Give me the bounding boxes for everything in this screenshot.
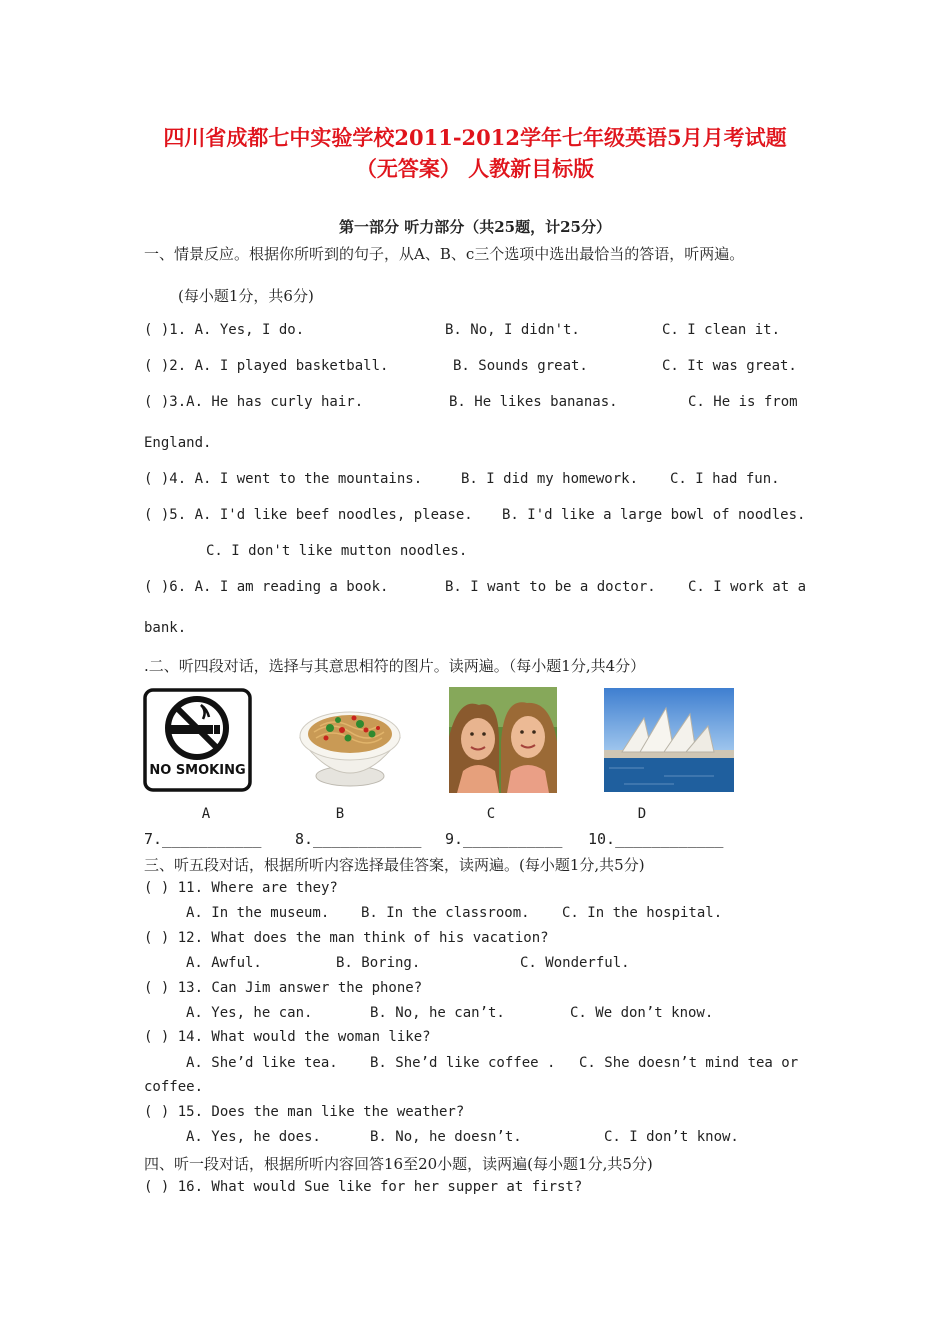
- q2-option-b: B. Sounds great.: [453, 358, 588, 374]
- q14-option-a: A. She’d like tea.: [186, 1055, 338, 1071]
- q4-option-c: C. I had fun.: [670, 471, 780, 487]
- section4-intro: 四、听一段对话，根据所听内容回答16至20小题，读两遍(每小题1分,共5分): [144, 1155, 653, 1173]
- q3-continuation: England.: [144, 435, 212, 451]
- document-title-line2: （无答案） 人教新目标版: [355, 156, 595, 181]
- q15-stem: ( ) 15. Does the man like the weather?: [144, 1104, 465, 1120]
- sydney-opera-house-photo: [604, 688, 734, 792]
- answer-blank-7[interactable]: 7.___________: [144, 830, 262, 848]
- q12-option-a: A. Awful.: [186, 955, 262, 971]
- q15-option-b: B. No, he doesn’t.: [370, 1129, 522, 1145]
- section3-intro: 三、听五段对话，根据所听内容选择最佳答案，读两遍。(每小题1分,共5分): [144, 856, 645, 874]
- q1-option-b: B. No, I didn't.: [445, 322, 580, 338]
- section1-intro: 一、情景反应。根据你所听到的句子，从A、B、c三个选项中选出最恰当的答语，听两遍。: [144, 245, 745, 263]
- q13-stem: ( ) 13. Can Jim answer the phone?: [144, 980, 423, 996]
- section2-intro: .二、听四段对话，选择与其意思相符的图片。读两遍。（每小题1分,共4分）: [144, 657, 646, 675]
- q12-stem: ( ) 12. What does the man think of his vacation?: [144, 930, 549, 946]
- picture-label-b: B: [335, 806, 345, 822]
- q13-option-c: C. We don’t know.: [570, 1005, 714, 1021]
- q1-option-c: C. I clean it.: [662, 322, 781, 338]
- answer-blank-10[interactable]: 10.____________: [588, 830, 724, 848]
- q15-option-a: A. Yes, he does.: [186, 1129, 321, 1145]
- q12-option-b: B. Boring.: [336, 955, 421, 971]
- q3-option-c: C. He is from: [688, 394, 798, 410]
- q14-continuation: coffee.: [144, 1079, 204, 1095]
- picture-label-a: A: [201, 806, 211, 822]
- q11-option-c: C. In the hospital.: [562, 905, 723, 921]
- answer-blank-9[interactable]: 9.___________: [445, 830, 563, 848]
- q3-option-b: B. He likes bananas.: [449, 394, 618, 410]
- no-smoking-sign-image: [143, 688, 252, 792]
- picture-label-c: C: [486, 806, 496, 822]
- q4-stem: ( )4. A. I went to the mountains.: [144, 471, 423, 487]
- q6-option-b: B. I want to be a doctor.: [445, 579, 656, 595]
- q16-stem: ( ) 16. What would Sue like for her supper at first?: [144, 1179, 583, 1195]
- no-smoking-sign-text: NO SMOKING: [149, 763, 246, 778]
- q6-option-c: C. I work at a: [688, 579, 807, 595]
- section1-points: (每小题1分，共6分): [178, 287, 314, 305]
- q12-option-c: C. Wonderful.: [520, 955, 630, 971]
- picture-label-d: D: [637, 806, 647, 822]
- q4-option-b: B. I did my homework.: [461, 471, 639, 487]
- q6-stem: ( )6. A. I am reading a book.: [144, 579, 389, 595]
- q5-option-c: C. I don't like mutton noodles.: [206, 543, 468, 559]
- q15-option-c: C. I don’t know.: [604, 1129, 739, 1145]
- q14-stem: ( ) 14. What would the woman like?: [144, 1029, 431, 1045]
- q1-stem: ( )1. A. Yes, I do.: [144, 322, 305, 338]
- q11-option-b: B. In the classroom.: [361, 905, 530, 921]
- answer-blank-8[interactable]: 8.____________: [295, 830, 422, 848]
- q14-option-c: C. She doesn’t mind tea or: [579, 1055, 799, 1071]
- q11-stem: ( ) 11. Where are they?: [144, 880, 338, 896]
- q2-stem: ( )2. A. I played basketball.: [144, 358, 389, 374]
- q6-continuation: bank.: [144, 620, 187, 636]
- q5-option-b: B. I'd like a large bowl of noodles.: [502, 507, 806, 523]
- noodle-bowl-image: [290, 688, 410, 794]
- q13-option-a: A. Yes, he can.: [186, 1005, 313, 1021]
- document-title-line1: 四川省成都七中实验学校2011-2012学年七年级英语5月月考试题: [163, 125, 787, 150]
- two-girls-photo: [449, 687, 557, 793]
- q2-option-c: C. It was great.: [662, 358, 797, 374]
- q13-option-b: B. No, he can’t.: [370, 1005, 505, 1021]
- q3-stem: ( )3.A. He has curly hair.: [144, 394, 364, 410]
- q14-option-b: B. She’d like coffee .: [370, 1055, 556, 1071]
- q5-stem: ( )5. A. I'd like beef noodles, please.: [144, 507, 473, 523]
- q11-option-a: A. In the museum.: [186, 905, 330, 921]
- part1-heading: 第一部分 听力部分（共25题，计25分）: [339, 218, 611, 236]
